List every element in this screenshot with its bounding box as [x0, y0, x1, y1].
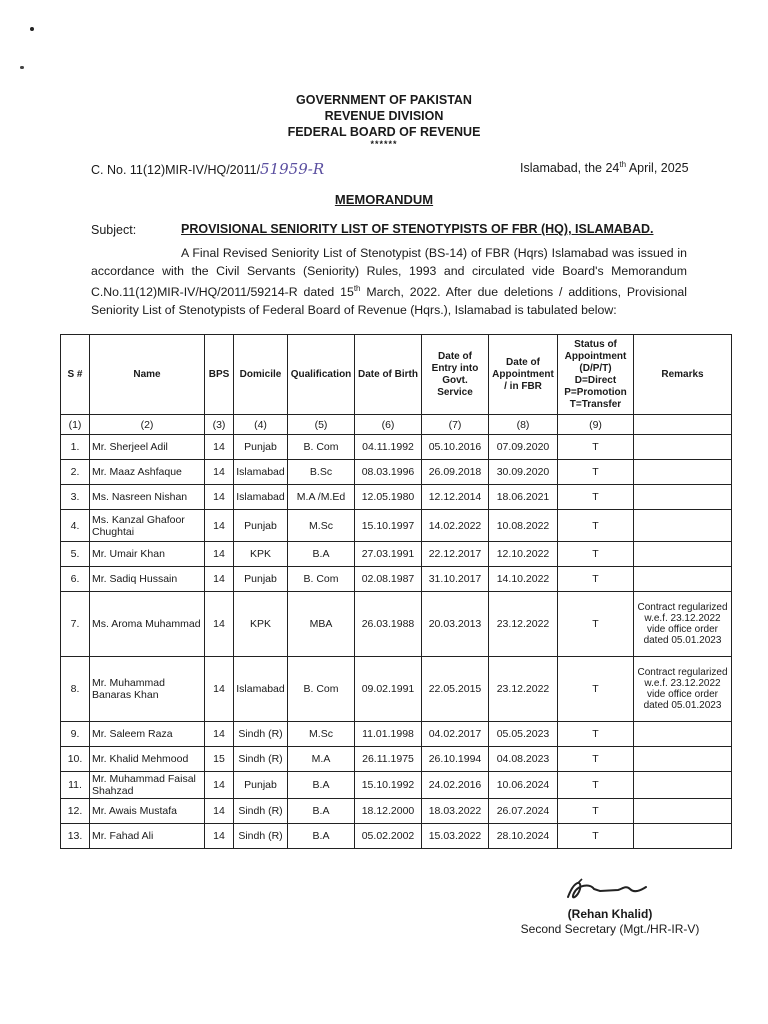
- cell-bps: 14: [205, 510, 234, 542]
- cell-remarks: [634, 772, 732, 799]
- cell-sno: 7.: [61, 592, 90, 657]
- cell-domicile: Sindh (R): [234, 747, 288, 772]
- cell-appointment: 26.07.2024: [489, 799, 558, 824]
- dateline: [520, 160, 689, 175]
- cell-qualification: M.A: [288, 747, 355, 772]
- cell-appointment: 30.09.2020: [489, 460, 558, 485]
- cell-qualification: M.Sc: [288, 722, 355, 747]
- table-row: [61, 510, 732, 542]
- cell-qualification: B. Com: [288, 567, 355, 592]
- col-number: (2): [90, 415, 205, 435]
- header-bps: BPS: [205, 335, 234, 415]
- cell-remarks: [634, 542, 732, 567]
- dateline-prefix: Islamabad, the 24: [520, 161, 620, 176]
- cell-name: Mr. Khalid Mehmood: [90, 747, 205, 772]
- cell-status: T: [558, 542, 634, 567]
- header-remarks: Remarks: [634, 335, 732, 415]
- cell-domicile: Sindh (R): [234, 824, 288, 849]
- cell-appointment: 14.10.2022: [489, 567, 558, 592]
- cell-qualification: M.Sc: [288, 510, 355, 542]
- table-header-row: [61, 335, 732, 415]
- cell-domicile: Punjab: [234, 510, 288, 542]
- cell-dob: 26.11.1975: [355, 747, 422, 772]
- cell-remarks: [634, 747, 732, 772]
- cell-entry: 05.10.2016: [422, 435, 489, 460]
- cell-qualification: B.A: [288, 772, 355, 799]
- cell-remarks: [634, 567, 732, 592]
- cell-remarks: Contract regularized w.e.f. 23.12.2022 vide office order dated 05.01.2023: [634, 592, 732, 657]
- cell-sno: 6.: [61, 567, 90, 592]
- cell-dob: 11.01.1998: [355, 722, 422, 747]
- cell-entry: 15.03.2022: [422, 824, 489, 849]
- cell-dob: 27.03.1991: [355, 542, 422, 567]
- cell-appointment: 04.08.2023: [489, 747, 558, 772]
- cell-appointment: 23.12.2022: [489, 657, 558, 722]
- cell-qualification: B. Com: [288, 435, 355, 460]
- cell-status: T: [558, 722, 634, 747]
- header-name: Name: [90, 335, 205, 415]
- table-row: [61, 799, 732, 824]
- cell-qualification: B.A: [288, 799, 355, 824]
- cell-remarks: [634, 460, 732, 485]
- cell-dob: 26.03.1988: [355, 592, 422, 657]
- memo-title: MEMORANDUM: [334, 192, 434, 207]
- reference-number: [91, 160, 324, 178]
- cell-bps: 15: [205, 747, 234, 772]
- cell-sno: 4.: [61, 510, 90, 542]
- cell-domicile: KPK: [234, 592, 288, 657]
- scan-speck: [20, 66, 24, 69]
- header-entry: Date of Entry into Govt. Service: [422, 335, 489, 415]
- cell-dob: 04.11.1992: [355, 435, 422, 460]
- table-row: [61, 435, 732, 460]
- cell-remarks: [634, 435, 732, 460]
- cell-appointment: 10.06.2024: [489, 772, 558, 799]
- cell-qualification: B.Sc: [288, 460, 355, 485]
- cell-qualification: B.A: [288, 542, 355, 567]
- cell-dob: 02.08.1987: [355, 567, 422, 592]
- cell-domicile: KPK: [234, 542, 288, 567]
- cell-status: T: [558, 772, 634, 799]
- cell-dob: 15.10.1997: [355, 510, 422, 542]
- cell-domicile: Punjab: [234, 567, 288, 592]
- cell-name: Mr. Sadiq Hussain: [90, 567, 205, 592]
- subject-label: Subject:: [91, 223, 137, 237]
- subject-text: PROVISIONAL SENIORITY LIST OF STENOTYPISTS OF FBR (HQ), ISLAMABAD.: [181, 222, 654, 236]
- cell-appointment: 23.12.2022: [489, 592, 558, 657]
- cell-sno: 8.: [61, 657, 90, 722]
- cell-qualification: B.A: [288, 824, 355, 849]
- cell-sno: 10.: [61, 747, 90, 772]
- table-row: [61, 772, 732, 799]
- cell-remarks: Contract regularized w.e.f. 23.12.2022 vide office order dated 05.01.2023: [634, 657, 732, 722]
- cell-name: Ms. Aroma Muhammad: [90, 592, 205, 657]
- cell-dob: 15.10.1992: [355, 772, 422, 799]
- dateline-suffix: April, 2025: [626, 161, 689, 176]
- cell-entry: 14.02.2022: [422, 510, 489, 542]
- cell-status: T: [558, 657, 634, 722]
- cell-bps: 14: [205, 657, 234, 722]
- signature-scribble: [560, 875, 660, 909]
- cell-sno: 3.: [61, 485, 90, 510]
- header-appointment: Date of Appointment / in FBR: [489, 335, 558, 415]
- reference-number-handwritten: 51959-R: [260, 160, 325, 178]
- cell-appointment: 28.10.2024: [489, 824, 558, 849]
- table-row: [61, 485, 732, 510]
- cell-bps: 14: [205, 824, 234, 849]
- col-number: (3): [205, 415, 234, 435]
- cell-entry: 31.10.2017: [422, 567, 489, 592]
- cell-sno: 13.: [61, 824, 90, 849]
- cell-dob: 09.02.1991: [355, 657, 422, 722]
- cell-entry: 04.02.2017: [422, 722, 489, 747]
- cell-status: T: [558, 824, 634, 849]
- signatory-block: [515, 907, 705, 937]
- cell-status: T: [558, 592, 634, 657]
- seniority-table: [60, 334, 732, 849]
- table-row: [61, 567, 732, 592]
- header-dob: Date of Birth: [355, 335, 422, 415]
- cell-status: T: [558, 435, 634, 460]
- cell-bps: 14: [205, 772, 234, 799]
- table-row: [61, 824, 732, 849]
- cell-entry: 20.03.2013: [422, 592, 489, 657]
- cell-name: Ms. Nasreen Nishan: [90, 485, 205, 510]
- cell-bps: 14: [205, 722, 234, 747]
- cell-dob: 05.02.2002: [355, 824, 422, 849]
- letterhead-line-government: GOVERNMENT OF PAKISTAN: [296, 93, 472, 107]
- letterhead: [0, 92, 768, 149]
- cell-status: T: [558, 485, 634, 510]
- cell-sno: 5.: [61, 542, 90, 567]
- cell-bps: 14: [205, 485, 234, 510]
- cell-bps: 14: [205, 592, 234, 657]
- cell-name: Mr. Saleem Raza: [90, 722, 205, 747]
- body-paragraph: [91, 245, 687, 319]
- cell-remarks: [634, 824, 732, 849]
- cell-bps: 14: [205, 542, 234, 567]
- signatory-name-text: (Rehan Khalid): [567, 907, 653, 921]
- cell-sno: 1.: [61, 435, 90, 460]
- reference-number-printed: C. No. 11(12)MIR-IV/HQ/2011/: [91, 163, 261, 177]
- cell-dob: 12.05.1980: [355, 485, 422, 510]
- cell-status: T: [558, 460, 634, 485]
- cell-name: Mr. Muhammad Faisal Shahzad: [90, 772, 205, 799]
- cell-domicile: Islamabad: [234, 657, 288, 722]
- cell-name: Mr. Maaz Ashfaque: [90, 460, 205, 485]
- cell-name: Mr. Muhammad Banaras Khan: [90, 657, 205, 722]
- cell-name: Mr. Umair Khan: [90, 542, 205, 567]
- paragraph-part1: A Final Revised Seniority List of Stenotypist (BS-14) of FBR (Hqrs) Islamabad was issued in accordance with the Civil Servants (Seniority) Rules, 1993 and circulated vide Board's Memorandum C.No.11(12)MIR-IV/HQ/2011/59214-R dated 15: [91, 246, 687, 300]
- cell-appointment: 05.05.2023: [489, 722, 558, 747]
- table-row: [61, 542, 732, 567]
- cell-bps: 14: [205, 567, 234, 592]
- cell-remarks: [634, 510, 732, 542]
- cell-status: T: [558, 799, 634, 824]
- cell-domicile: Islamabad: [234, 485, 288, 510]
- col-number: (9): [558, 415, 634, 435]
- cell-domicile: Punjab: [234, 772, 288, 799]
- cell-sno: 9.: [61, 722, 90, 747]
- cell-entry: 22.12.2017: [422, 542, 489, 567]
- cell-bps: 14: [205, 435, 234, 460]
- table-row: [61, 460, 732, 485]
- cell-entry: 12.12.2014: [422, 485, 489, 510]
- col-number: (7): [422, 415, 489, 435]
- cell-domicile: Sindh (R): [234, 799, 288, 824]
- cell-appointment: 18.06.2021: [489, 485, 558, 510]
- cell-appointment: 12.10.2022: [489, 542, 558, 567]
- cell-domicile: Islamabad: [234, 460, 288, 485]
- scan-speck: [30, 27, 34, 31]
- cell-domicile: Punjab: [234, 435, 288, 460]
- paragraph-part2: March, 2022. After due deletions / additions, Provisional Seniority List of Stenotypists of Federal Board of Revenue (Hqrs.), Islamabad is tabulated below:: [91, 285, 687, 317]
- cell-domicile: Sindh (R): [234, 722, 288, 747]
- cell-entry: 24.02.2016: [422, 772, 489, 799]
- dateline-sup: th: [619, 160, 627, 169]
- cell-name: Mr. Sherjeel Adil: [90, 435, 205, 460]
- header-domicile: Domicile: [234, 335, 288, 415]
- cell-sno: 2.: [61, 460, 90, 485]
- cell-entry: 18.03.2022: [422, 799, 489, 824]
- cell-remarks: [634, 485, 732, 510]
- cell-status: T: [558, 510, 634, 542]
- letterhead-line-board: FEDERAL BOARD OF REVENUE: [287, 125, 481, 139]
- table-row: [61, 657, 732, 722]
- table-row: [61, 592, 732, 657]
- cell-sno: 11.: [61, 772, 90, 799]
- cell-appointment: 07.09.2020: [489, 435, 558, 460]
- col-number: (4): [234, 415, 288, 435]
- col-number: (6): [355, 415, 422, 435]
- cell-entry: 26.09.2018: [422, 460, 489, 485]
- col-number: (1): [61, 415, 90, 435]
- signatory-designation: Second Secretary (Mgt./HR-IR-V): [520, 922, 700, 936]
- column-number-row: [61, 415, 732, 435]
- cell-name: Mr. Awais Mustafa: [90, 799, 205, 824]
- cell-name: Ms. Kanzal Ghafoor Chughtai: [90, 510, 205, 542]
- col-number: (8): [489, 415, 558, 435]
- cell-qualification: MBA: [288, 592, 355, 657]
- cell-entry: 26.10.1994: [422, 747, 489, 772]
- cell-bps: 14: [205, 460, 234, 485]
- cell-bps: 14: [205, 799, 234, 824]
- header-sno: S #: [61, 335, 90, 415]
- paragraph-sup: th: [353, 284, 361, 293]
- cell-qualification: M.A /M.Ed: [288, 485, 355, 510]
- cell-dob: 18.12.2000: [355, 799, 422, 824]
- letterhead-stars: ******: [370, 139, 398, 149]
- header-status: Status of Appointment (D/P/T) D=Direct P=Promotion T=Transfer: [558, 335, 634, 415]
- cell-status: T: [558, 567, 634, 592]
- cell-dob: 08.03.1996: [355, 460, 422, 485]
- cell-remarks: [634, 799, 732, 824]
- signatory-name: [515, 907, 705, 922]
- table-row: [61, 747, 732, 772]
- cell-remarks: [634, 722, 732, 747]
- letterhead-line-division: REVENUE DIVISION: [324, 109, 444, 123]
- cell-entry: 22.05.2015: [422, 657, 489, 722]
- cell-name: Mr. Fahad Ali: [90, 824, 205, 849]
- cell-sno: 12.: [61, 799, 90, 824]
- table-row: [61, 722, 732, 747]
- cell-appointment: 10.08.2022: [489, 510, 558, 542]
- header-qualification: Qualification: [288, 335, 355, 415]
- col-number: (5): [288, 415, 355, 435]
- col-number: [634, 415, 732, 435]
- cell-qualification: B. Com: [288, 657, 355, 722]
- cell-status: T: [558, 747, 634, 772]
